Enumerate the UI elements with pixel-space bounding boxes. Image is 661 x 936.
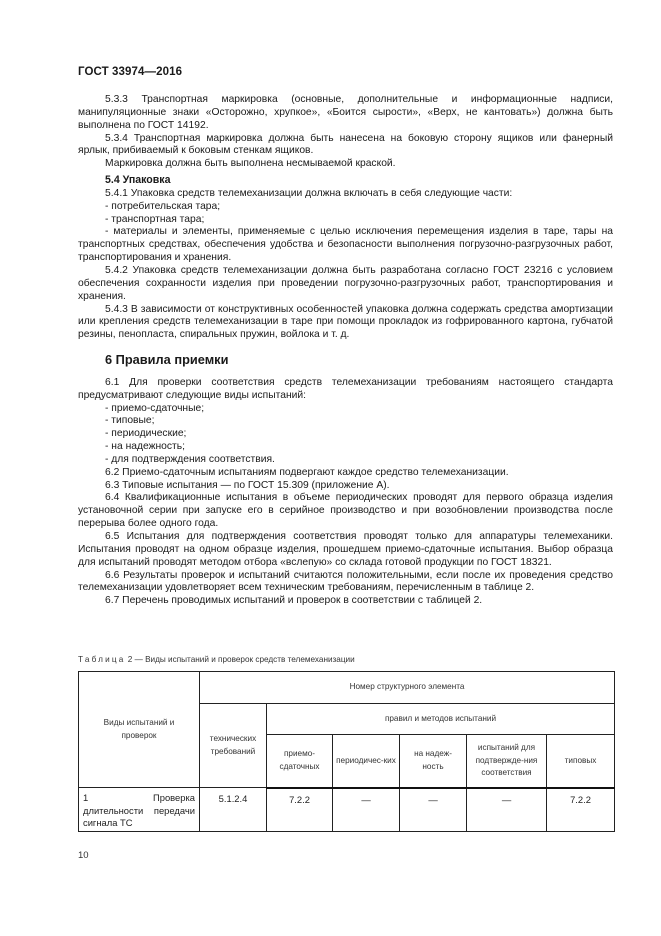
- cell-value: —: [333, 788, 400, 832]
- cell-tech-req: 5.1.2.4: [200, 788, 267, 832]
- paragraph-marking: Маркировка должна быть выполнена несмываемой краской.: [105, 158, 396, 170]
- table-row: [79, 788, 615, 832]
- list-item: - типовые;: [105, 415, 155, 427]
- header-rules-group: правил и методов испытаний: [267, 704, 615, 735]
- paragraph-6-1: 6.1 Для проверки соответствия средств телемеханизации требованиям настоящего стандарта предусматривают следующие виды испытаний:: [78, 376, 613, 401]
- document-body: [78, 94, 613, 608]
- list-item: - потребительская тара;: [105, 200, 221, 212]
- paragraph-6-5: 6.5 Испытания для подтверждения соответствия проводят только для аппаратуры телемеханики. Испытания проводят на одном образце изделия, прошедшем приемо-сдаточные испытания. Выбор образца для испытаний проводят методом отбора «вслепую» со склада готовой продукции по ГОСТ 18321.: [78, 531, 613, 568]
- heading-6: 6 Правила приемки: [105, 352, 229, 368]
- paragraph-6-4: 6.4 Квалификационные испытания в объеме периодических проводят для первого образца изделия установочной серии при запуске его в серийное производство и при возобновлении производства после перерыва более одного года.: [78, 492, 613, 530]
- header-col: испытаний для подтвержде-ния соответствия: [467, 735, 547, 788]
- cell-value: —: [400, 788, 467, 832]
- list-item: - приемо-сдаточные;: [105, 402, 205, 414]
- paragraph-5-4-2: 5.4.2 Упаковка средств телемеханизации должна быть разработана согласно ГОСТ 23216 с условием обеспечения сохранности изделия при проведении погрузочно-разгрузочных работ, транспортирования и хранения.: [78, 264, 613, 302]
- tests-table: [78, 671, 615, 832]
- header-col: приемо-сдаточных: [267, 735, 333, 788]
- cell-value: —: [467, 788, 547, 832]
- table-caption-text: 2 — Виды испытаний и проверок средств телемеханизации: [125, 655, 355, 664]
- table-caption-label: Таблица: [78, 655, 126, 664]
- row-label: 1 Проверка длительности передачи сигнала ТС: [79, 788, 200, 832]
- paragraph-5-3-3: 5.3.3 Транспортная маркировка (основные, дополнительные и информационные надписи, манипуляционные знаки «Осторожно, хрупкое», «Боится сырости», «Верх, не кантовать») должна быть выполнена по ГОСТ 14192.: [78, 94, 613, 131]
- paragraph-5-3-4: 5.3.4 Транспортная маркировка должна быть нанесена на боковую сторону ящиков или фанерный ярлык, прибиваемый к боковым стенкам ящиков.: [78, 132, 613, 157]
- list-item: - для подтверждения соответствия.: [105, 453, 275, 465]
- table-header-row: [79, 672, 615, 704]
- paragraph-6-2: 6.2 Приемо-сдаточным испытаниям подвергают каждое средство телемеханизации.: [105, 466, 509, 478]
- paragraph-6-6: 6.6 Результаты проверок и испытаний считаются положительными, если после их проведения средство телемеханизации удовлетворяет всем техническим требованиям, перечисленным в таблице 2.: [78, 569, 613, 594]
- header-col: периодичес-ких: [333, 735, 400, 788]
- table-caption: [78, 655, 355, 664]
- list-item: - на надежность;: [105, 441, 185, 453]
- cell-value: 7.2.2: [547, 788, 615, 832]
- paragraph-6-3: 6.3 Типовые испытания — по ГОСТ 15.309 (приложение А).: [105, 479, 390, 491]
- header-col: типовых: [547, 735, 615, 788]
- list-item: - периодические;: [105, 428, 187, 440]
- cell-value: 7.2.2: [267, 788, 333, 832]
- page-number: 10: [78, 850, 89, 861]
- header-group: Номер структурного элемента: [200, 672, 615, 704]
- header-row-label: Виды испытаний и проверок: [79, 672, 200, 788]
- header-col: на надеж-ность: [400, 735, 467, 788]
- list-item: - транспортная тара;: [105, 213, 205, 225]
- paragraph-6-7: 6.7 Перечень проводимых испытаний и проверок в соответствии с таблицей 2.: [105, 595, 483, 607]
- paragraph-5-4-1: 5.4.1 Упаковка средств телемеханизации должна включать в себя следующие части:: [105, 187, 513, 199]
- header-tech-req: технических требований: [200, 704, 267, 788]
- paragraph-5-4-1-materials: - материалы и элементы, применяемые с целью исключения перемещения изделия в таре, тары на транспортных средствах, обеспечения удобства и безопасности выполнения погрузочно-разгрузочных работ, транспортирования и хранения.: [78, 226, 613, 264]
- heading-5-4: 5.4 Упаковка: [105, 174, 171, 187]
- doc-header-id: ГОСТ 33974—2016: [78, 66, 183, 78]
- paragraph-5-4-3: 5.4.3 В зависимости от конструктивных особенностей упаковка должна содержать средства амортизации или крепления средств телемеханизации в таре при помощи прокладок из гофрированного картона, губчатой резины, пенопласта, спиральных пружин, войлока и т. д.: [78, 303, 613, 341]
